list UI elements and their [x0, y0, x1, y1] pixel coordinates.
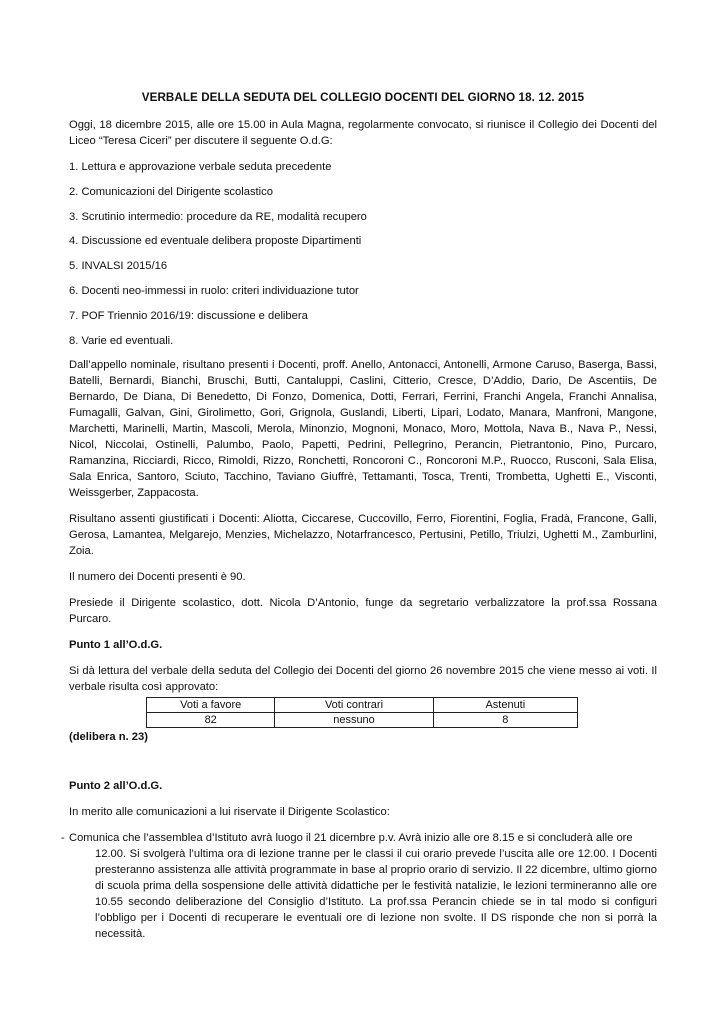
present-paragraph: Dall’appello nominale, risultano presenti i Docenti, proff. Anello, Antonacci, Antonelli, Armone Caruso, Baserga, Bassi, Batelli, Bernardi, Bianchi, Bruschi, Butti, Cantaluppi, Caslini, Citterio, Cresce, D’Addio, Dario, De Ascentiis, De Bernardo, De Diana, Di Benedetto, Di Fonzo, Domenica, Dotti, Ferrari, Ferrini, Franchi Angela, Franchi Annalisa, Fumagalli, Galvan, Gini, Girolimetto, Gori, Grignola, Guslandi, Liberti, Lipari, Lodato, Manara, Manfroni, Mangone, Marchetti, Marinelli, Martin, Mascoli, Merola, Minonzio, Mognoni, Monaco, Moro, Mottola, Nava B., Nava P., Nessi, Nicol, Niccolai, Ostinelli, Palumbo, Paolo, Papetti, Pedrini, Pellegrino, Perancin, Pietrantonio, Pino, Purcaro, Ramanzina, Ricciardi, Ricco, Rimoldi, Rizzo, Ronchetti, Roncoroni C., Roncoroni M.P., Ruocco, Rusconi, Sala Elisa, Sala Enrica, Santoro, Sciuto, Tacchino, Taviano Giuffrè, Tettamanti, Tosca, Trenti, Trombetta, Ughetti E., Visconti, Weissgerber, Zappacosta.: [69, 359, 657, 500]
communication-first-line: Comunica che l’assemblea d’Istituto avrà luogo il 21 dicembre p.v. Avrà inizio alle ore 8.15 e si concluderà alle ore: [69, 832, 633, 845]
agenda-item: 7. POF Triennio 2016/19: discussione e delibera: [69, 309, 308, 322]
agenda-item: 8. Varie ed eventuali.: [69, 334, 174, 347]
bullet-dash: -: [61, 832, 65, 845]
votes-header-cell: Voti contrari: [275, 698, 433, 713]
agenda-item: 1. Lettura e approvazione verbale seduta precedente: [69, 161, 332, 173]
count-paragraph: Il numero dei Docenti presenti è 90.: [69, 571, 246, 584]
votes-table-wrapper: [146, 697, 657, 728]
agenda-item: 3. Scrutinio intermedio: procedure da RE, modalità recupero: [69, 210, 367, 223]
votes-value-cell: 82: [147, 713, 275, 728]
votes-header-row: [147, 698, 578, 713]
punto2-paragraph: In merito alle comunicazioni a lui riservate il Dirigente Scolastico:: [69, 806, 390, 819]
votes-value-row: [147, 713, 578, 728]
punto1-paragraph: Si dà lettura del verbale della seduta del Collegio dei Docenti del giorno 26 novembre 2015 che viene messo ai voti. Il verbale risulta così approvato:: [69, 665, 657, 694]
agenda-list: [69, 159, 657, 349]
communication-text: [69, 830, 657, 942]
votes-table: [146, 697, 578, 728]
punto1-heading: Punto 1 all’O.d.G.: [69, 639, 163, 652]
agenda-item: 6. Docenti neo-immessi in ruolo: criteri individuazione tutor: [69, 284, 359, 297]
agenda-item: 2. Comunicazioni del Dirigente scolastico: [69, 185, 273, 198]
document-title: VERBALE DELLA SEDUTA DEL COLLEGIO DOCENTI DEL GIORNO 18. 12. 2015: [141, 91, 585, 104]
absent-paragraph: Risultano assenti giustificati i Docenti: Aliotta, Ciccarese, Cuccovillo, Ferro, Fiorentini, Foglia, Fradà, Francone, Galli, Gerosa, Lamantea, Melgarejo, Menzies, Michelazzo, Notarfrancesco, Pertusini, Petillo, Triulzi, Ughetti M., Zamburlini, Zoia.: [69, 513, 657, 558]
agenda-item: 4. Discussione ed eventuale delibera proposte Dipartimenti: [69, 235, 362, 248]
chair-paragraph: Presiede il Dirigente scolastico, dott. Nicola D’Antonio, funge da segretario verbalizzatore la prof.ssa Rossana Purcaro.: [69, 597, 657, 626]
votes-header-cell: Astenuti: [433, 698, 577, 713]
communication-continued: 12.00. Si svolgerà l’ultima ora di lezione tranne per le classi il cui orario prevede l’uscita alle ore 12.00. I Docenti presteranno assistenza alle attività programmate in base al proprio orario di servizio. Il 22 dicembre, ultimo giorno di scuola prima della sospensione delle attività didattiche per le festività natalizie, le lezioni termineranno alle ore 10.55 secondo deliberazione del Consiglio d’Istituto. La prof.ssa Perancin chiede se in tal modo si configuri l’obbligo per i Docenti di recuperare le eventuali ore di lezione non svolte. Il DS risponde che non si porrà la necessità.: [95, 848, 657, 941]
document-page: [61, 90, 657, 942]
communication-list-item: [61, 830, 657, 942]
intro-paragraph: Oggi, 18 dicembre 2015, alle ore 15.00 in Aula Magna, regolarmente convocato, si riunisce il Collegio dei Docenti del Liceo “Teresa Ciceri” per discutere il seguente O.d.G:: [69, 119, 657, 147]
votes-header-cell: Voti a favore: [147, 698, 275, 713]
agenda-item: 5. INVALSI 2015/16: [69, 260, 168, 273]
punto2-heading: Punto 2 all’O.d.G.: [69, 780, 163, 793]
delibera-note: (delibera n. 23): [69, 731, 148, 744]
votes-value-cell: nessuno: [275, 713, 433, 728]
votes-value-cell: 8: [433, 713, 577, 728]
